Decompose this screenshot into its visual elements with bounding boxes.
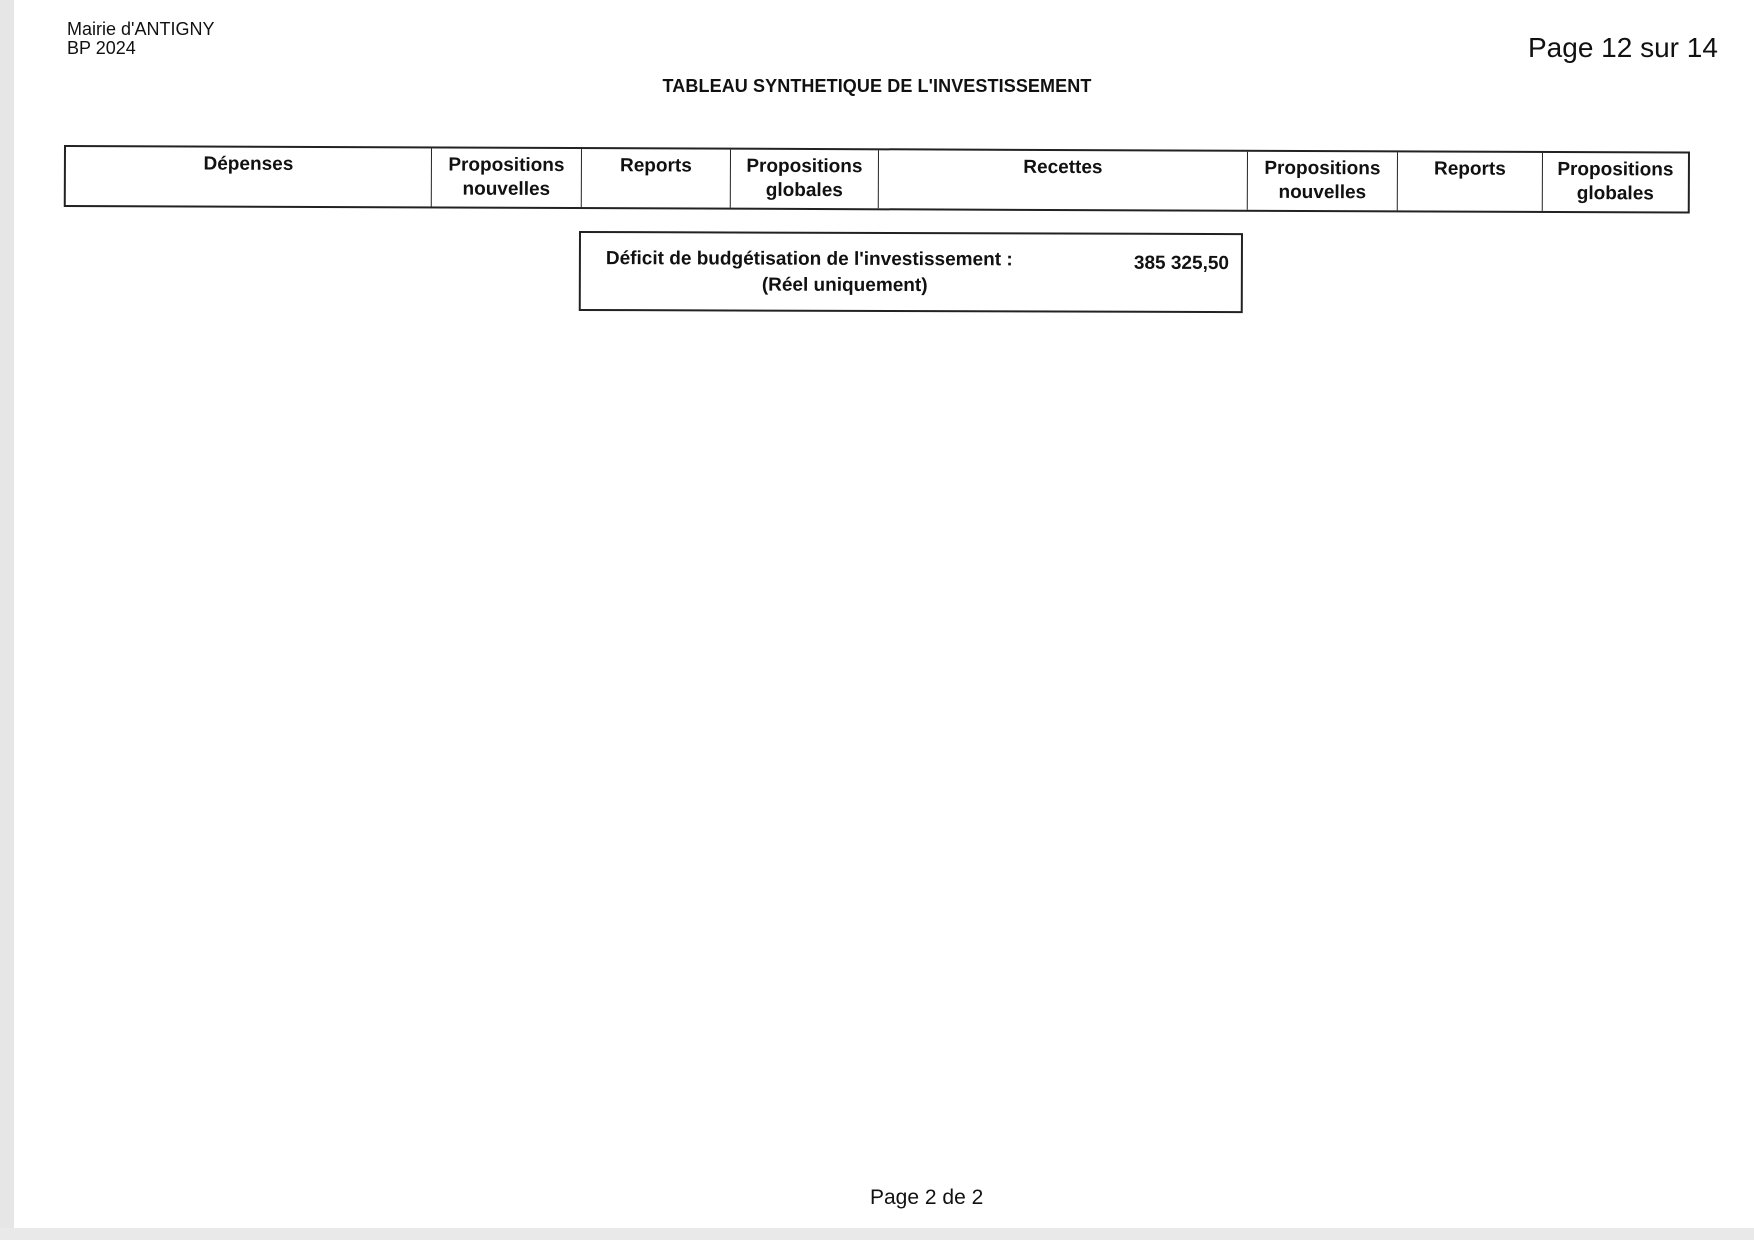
column-header-text-line2: nouvelles — [1278, 181, 1367, 204]
column-header-text-line2: nouvelles — [462, 178, 551, 200]
deficit-value: 385 325,50 — [1133, 252, 1230, 275]
deficit-note: (Réel uniquement) — [761, 274, 928, 297]
column-header-text-line2: globales — [765, 179, 843, 202]
column-header-reports-recettes — [1398, 152, 1543, 211]
deficit-summary-box — [579, 231, 1243, 313]
column-header-propositions-nouvelles-recettes — [1248, 152, 1398, 211]
footer-page-number: Page 2 de 2 — [870, 1186, 984, 1209]
scan-margin-left — [0, 0, 14, 1240]
column-header-text: Propositions — [448, 154, 565, 177]
column-header-text-line2: globales — [1576, 183, 1654, 205]
organization-name: Mairie d'ANTIGNY — [67, 19, 215, 39]
column-header-propositions-nouvelles-depenses — [432, 148, 582, 207]
column-header-text: Propositions — [1264, 157, 1381, 180]
column-header-depenses — [66, 147, 432, 206]
column-header-text: Recettes — [1023, 156, 1103, 179]
budget-label: BP 2024 — [67, 38, 136, 58]
column-header-text: Reports — [619, 155, 692, 177]
column-header-propositions-globales-depenses — [731, 150, 879, 209]
document-title: TABLEAU SYNTHETIQUE DE L'INVESTISSEMENT — [662, 76, 1092, 96]
scan-margin-bottom — [0, 1228, 1754, 1240]
page-count: Page 12 sur 14 — [1528, 32, 1718, 63]
column-header-propositions-globales-recettes — [1543, 153, 1688, 212]
column-header-text: Dépenses — [203, 153, 294, 175]
investment-summary-table-header — [64, 145, 1690, 214]
column-header-text: Reports — [1433, 158, 1506, 180]
deficit-label: Déficit de budgétisation de l'investissement : — [605, 248, 1013, 271]
column-header-recettes — [879, 150, 1248, 209]
column-header-text: Propositions — [1557, 158, 1674, 181]
column-header-text: Propositions — [746, 155, 863, 178]
document-header-left — [67, 20, 214, 58]
column-header-reports-depenses — [582, 149, 731, 208]
